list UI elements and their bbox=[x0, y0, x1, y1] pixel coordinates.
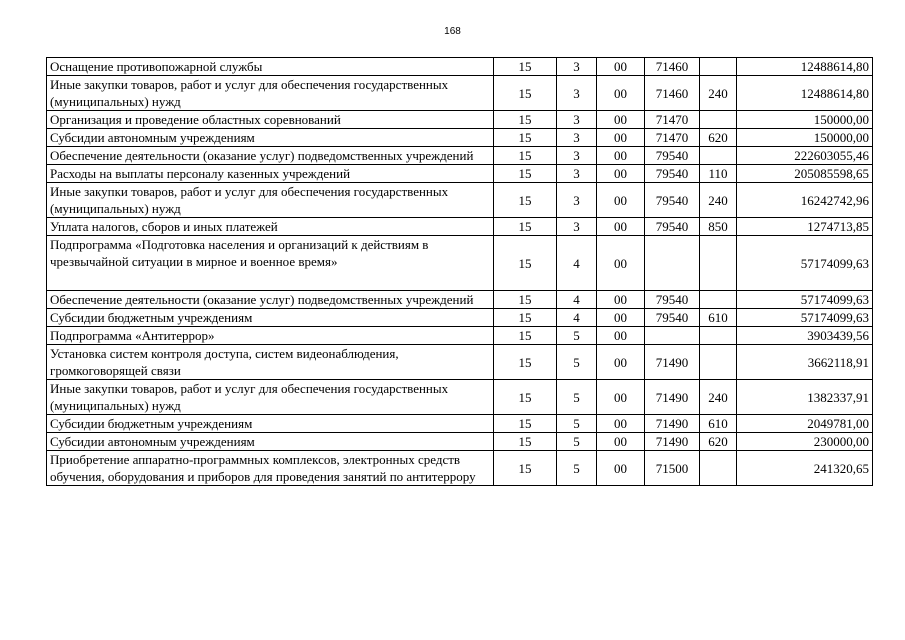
row-code-d: 71490 bbox=[645, 433, 700, 451]
row-name: Оснащение противопожарной службы bbox=[47, 58, 494, 76]
row-code-a: 15 bbox=[494, 147, 557, 165]
row-code-b: 3 bbox=[557, 76, 597, 111]
row-code-b: 5 bbox=[557, 380, 597, 415]
row-code-c: 00 bbox=[597, 380, 645, 415]
row-code-e bbox=[700, 147, 737, 165]
table-row bbox=[47, 183, 873, 218]
table-row bbox=[47, 58, 873, 76]
table-row bbox=[47, 129, 873, 147]
table-row bbox=[47, 291, 873, 309]
row-name: Обеспечение деятельности (оказание услуг) подведомственных учреждений bbox=[47, 147, 494, 165]
row-code-b: 3 bbox=[557, 183, 597, 218]
table-row bbox=[47, 147, 873, 165]
row-code-a: 15 bbox=[494, 380, 557, 415]
row-amount: 16242742,96 bbox=[737, 183, 873, 218]
row-name: Субсидии автономным учреждениям bbox=[47, 129, 494, 147]
page-number: 168 bbox=[444, 26, 461, 37]
row-name: Субсидии автономным учреждениям bbox=[47, 433, 494, 451]
row-amount: 1274713,85 bbox=[737, 218, 873, 236]
row-code-b: 3 bbox=[557, 218, 597, 236]
table-row bbox=[47, 76, 873, 111]
table-row bbox=[47, 309, 873, 327]
row-code-e bbox=[700, 58, 737, 76]
row-code-d: 71460 bbox=[645, 58, 700, 76]
row-amount: 12488614,80 bbox=[737, 76, 873, 111]
row-code-b: 5 bbox=[557, 345, 597, 380]
row-amount: 230000,00 bbox=[737, 433, 873, 451]
row-code-e: 610 bbox=[700, 309, 737, 327]
row-amount: 3662118,91 bbox=[737, 345, 873, 380]
row-code-e: 610 bbox=[700, 415, 737, 433]
row-code-d: 71470 bbox=[645, 129, 700, 147]
row-amount: 12488614,80 bbox=[737, 58, 873, 76]
row-code-a: 15 bbox=[494, 415, 557, 433]
row-code-b: 3 bbox=[557, 58, 597, 76]
row-code-c: 00 bbox=[597, 291, 645, 309]
row-name: Субсидии бюджетным учреждениям bbox=[47, 309, 494, 327]
row-amount: 205085598,65 bbox=[737, 165, 873, 183]
row-code-d: 79540 bbox=[645, 165, 700, 183]
row-code-c: 00 bbox=[597, 183, 645, 218]
row-code-c: 00 bbox=[597, 165, 645, 183]
row-name: Приобретение аппаратно-программных комплексов, электронных средств обучения, оборудования и приборов для проведения занятий по антитеррору bbox=[47, 451, 494, 486]
row-code-a: 15 bbox=[494, 433, 557, 451]
row-code-e: 240 bbox=[700, 183, 737, 218]
row-code-c: 00 bbox=[597, 147, 645, 165]
row-code-e bbox=[700, 111, 737, 129]
row-code-c: 00 bbox=[597, 433, 645, 451]
row-name: Обеспечение деятельности (оказание услуг) подведомственных учреждений bbox=[47, 291, 494, 309]
row-code-a: 15 bbox=[494, 111, 557, 129]
row-code-e: 850 bbox=[700, 218, 737, 236]
row-code-c: 00 bbox=[597, 309, 645, 327]
row-code-e: 240 bbox=[700, 76, 737, 111]
row-code-c: 00 bbox=[597, 76, 645, 111]
row-code-b: 4 bbox=[557, 291, 597, 309]
row-code-e bbox=[700, 451, 737, 486]
row-code-a: 15 bbox=[494, 236, 557, 291]
row-code-a: 15 bbox=[494, 76, 557, 111]
row-amount: 1382337,91 bbox=[737, 380, 873, 415]
row-code-c: 00 bbox=[597, 111, 645, 129]
row-name: Подпрограмма «Антитеррор» bbox=[47, 327, 494, 345]
row-code-e bbox=[700, 327, 737, 345]
row-code-a: 15 bbox=[494, 451, 557, 486]
row-code-d: 71470 bbox=[645, 111, 700, 129]
row-code-c: 00 bbox=[597, 327, 645, 345]
row-code-a: 15 bbox=[494, 345, 557, 380]
table-row bbox=[47, 380, 873, 415]
row-code-e bbox=[700, 291, 737, 309]
row-name: Расходы на выплаты персоналу казенных учреждений bbox=[47, 165, 494, 183]
row-amount: 2049781,00 bbox=[737, 415, 873, 433]
row-code-a: 15 bbox=[494, 291, 557, 309]
row-code-d: 71490 bbox=[645, 380, 700, 415]
table-row bbox=[47, 236, 873, 291]
row-code-b: 4 bbox=[557, 236, 597, 291]
row-amount: 57174099,63 bbox=[737, 236, 873, 291]
row-code-c: 00 bbox=[597, 415, 645, 433]
row-code-b: 3 bbox=[557, 147, 597, 165]
row-code-a: 15 bbox=[494, 309, 557, 327]
row-code-c: 00 bbox=[597, 345, 645, 380]
row-amount: 57174099,63 bbox=[737, 309, 873, 327]
row-code-d: 71500 bbox=[645, 451, 700, 486]
table-row bbox=[47, 327, 873, 345]
row-code-c: 00 bbox=[597, 218, 645, 236]
row-code-d bbox=[645, 236, 700, 291]
row-code-c: 00 bbox=[597, 58, 645, 76]
table-row bbox=[47, 415, 873, 433]
row-code-e bbox=[700, 236, 737, 291]
row-code-d: 71460 bbox=[645, 76, 700, 111]
row-code-c: 00 bbox=[597, 236, 645, 291]
row-code-e: 240 bbox=[700, 380, 737, 415]
row-code-d: 79540 bbox=[645, 291, 700, 309]
row-amount: 150000,00 bbox=[737, 129, 873, 147]
row-code-b: 5 bbox=[557, 433, 597, 451]
row-code-e bbox=[700, 345, 737, 380]
row-name: Подпрограмма «Подготовка населения и организаций к действиям в чрезвычайной ситуации в мирное и военное время» bbox=[47, 236, 494, 291]
table-row bbox=[47, 433, 873, 451]
row-code-b: 5 bbox=[557, 451, 597, 486]
table-row bbox=[47, 345, 873, 380]
table-row bbox=[47, 451, 873, 486]
table-row bbox=[47, 165, 873, 183]
row-amount: 222603055,46 bbox=[737, 147, 873, 165]
row-code-b: 3 bbox=[557, 129, 597, 147]
row-code-a: 15 bbox=[494, 327, 557, 345]
row-code-e: 620 bbox=[700, 433, 737, 451]
row-code-d: 79540 bbox=[645, 183, 700, 218]
row-code-e: 620 bbox=[700, 129, 737, 147]
row-name: Иные закупки товаров, работ и услуг для обеспечения государственных (муниципальных) нужд bbox=[47, 76, 494, 111]
row-code-b: 5 bbox=[557, 327, 597, 345]
row-code-d bbox=[645, 327, 700, 345]
row-code-e: 110 bbox=[700, 165, 737, 183]
row-code-c: 00 bbox=[597, 451, 645, 486]
row-name: Установка систем контроля доступа, систем видеонаблюдения, громкоговорящей связи bbox=[47, 345, 494, 380]
table-row bbox=[47, 111, 873, 129]
row-code-a: 15 bbox=[494, 183, 557, 218]
table-row bbox=[47, 218, 873, 236]
row-amount: 57174099,63 bbox=[737, 291, 873, 309]
row-name: Уплата налогов, сборов и иных платежей bbox=[47, 218, 494, 236]
row-code-d: 71490 bbox=[645, 345, 700, 380]
row-code-d: 71490 bbox=[645, 415, 700, 433]
row-amount: 241320,65 bbox=[737, 451, 873, 486]
row-code-b: 3 bbox=[557, 165, 597, 183]
row-name: Иные закупки товаров, работ и услуг для обеспечения государственных (муниципальных) нужд bbox=[47, 380, 494, 415]
row-code-b: 4 bbox=[557, 309, 597, 327]
row-code-d: 79540 bbox=[645, 309, 700, 327]
row-name: Иные закупки товаров, работ и услуг для обеспечения государственных (муниципальных) нужд bbox=[47, 183, 494, 218]
row-code-a: 15 bbox=[494, 218, 557, 236]
row-code-b: 5 bbox=[557, 415, 597, 433]
row-code-d: 79540 bbox=[645, 147, 700, 165]
row-code-c: 00 bbox=[597, 129, 645, 147]
row-code-d: 79540 bbox=[645, 218, 700, 236]
row-name: Организация и проведение областных соревнований bbox=[47, 111, 494, 129]
row-amount: 3903439,56 bbox=[737, 327, 873, 345]
row-amount: 150000,00 bbox=[737, 111, 873, 129]
budget-table bbox=[46, 57, 873, 486]
row-name: Субсидии бюджетным учреждениям bbox=[47, 415, 494, 433]
row-code-a: 15 bbox=[494, 129, 557, 147]
row-code-a: 15 bbox=[494, 165, 557, 183]
row-code-b: 3 bbox=[557, 111, 597, 129]
row-code-a: 15 bbox=[494, 58, 557, 76]
